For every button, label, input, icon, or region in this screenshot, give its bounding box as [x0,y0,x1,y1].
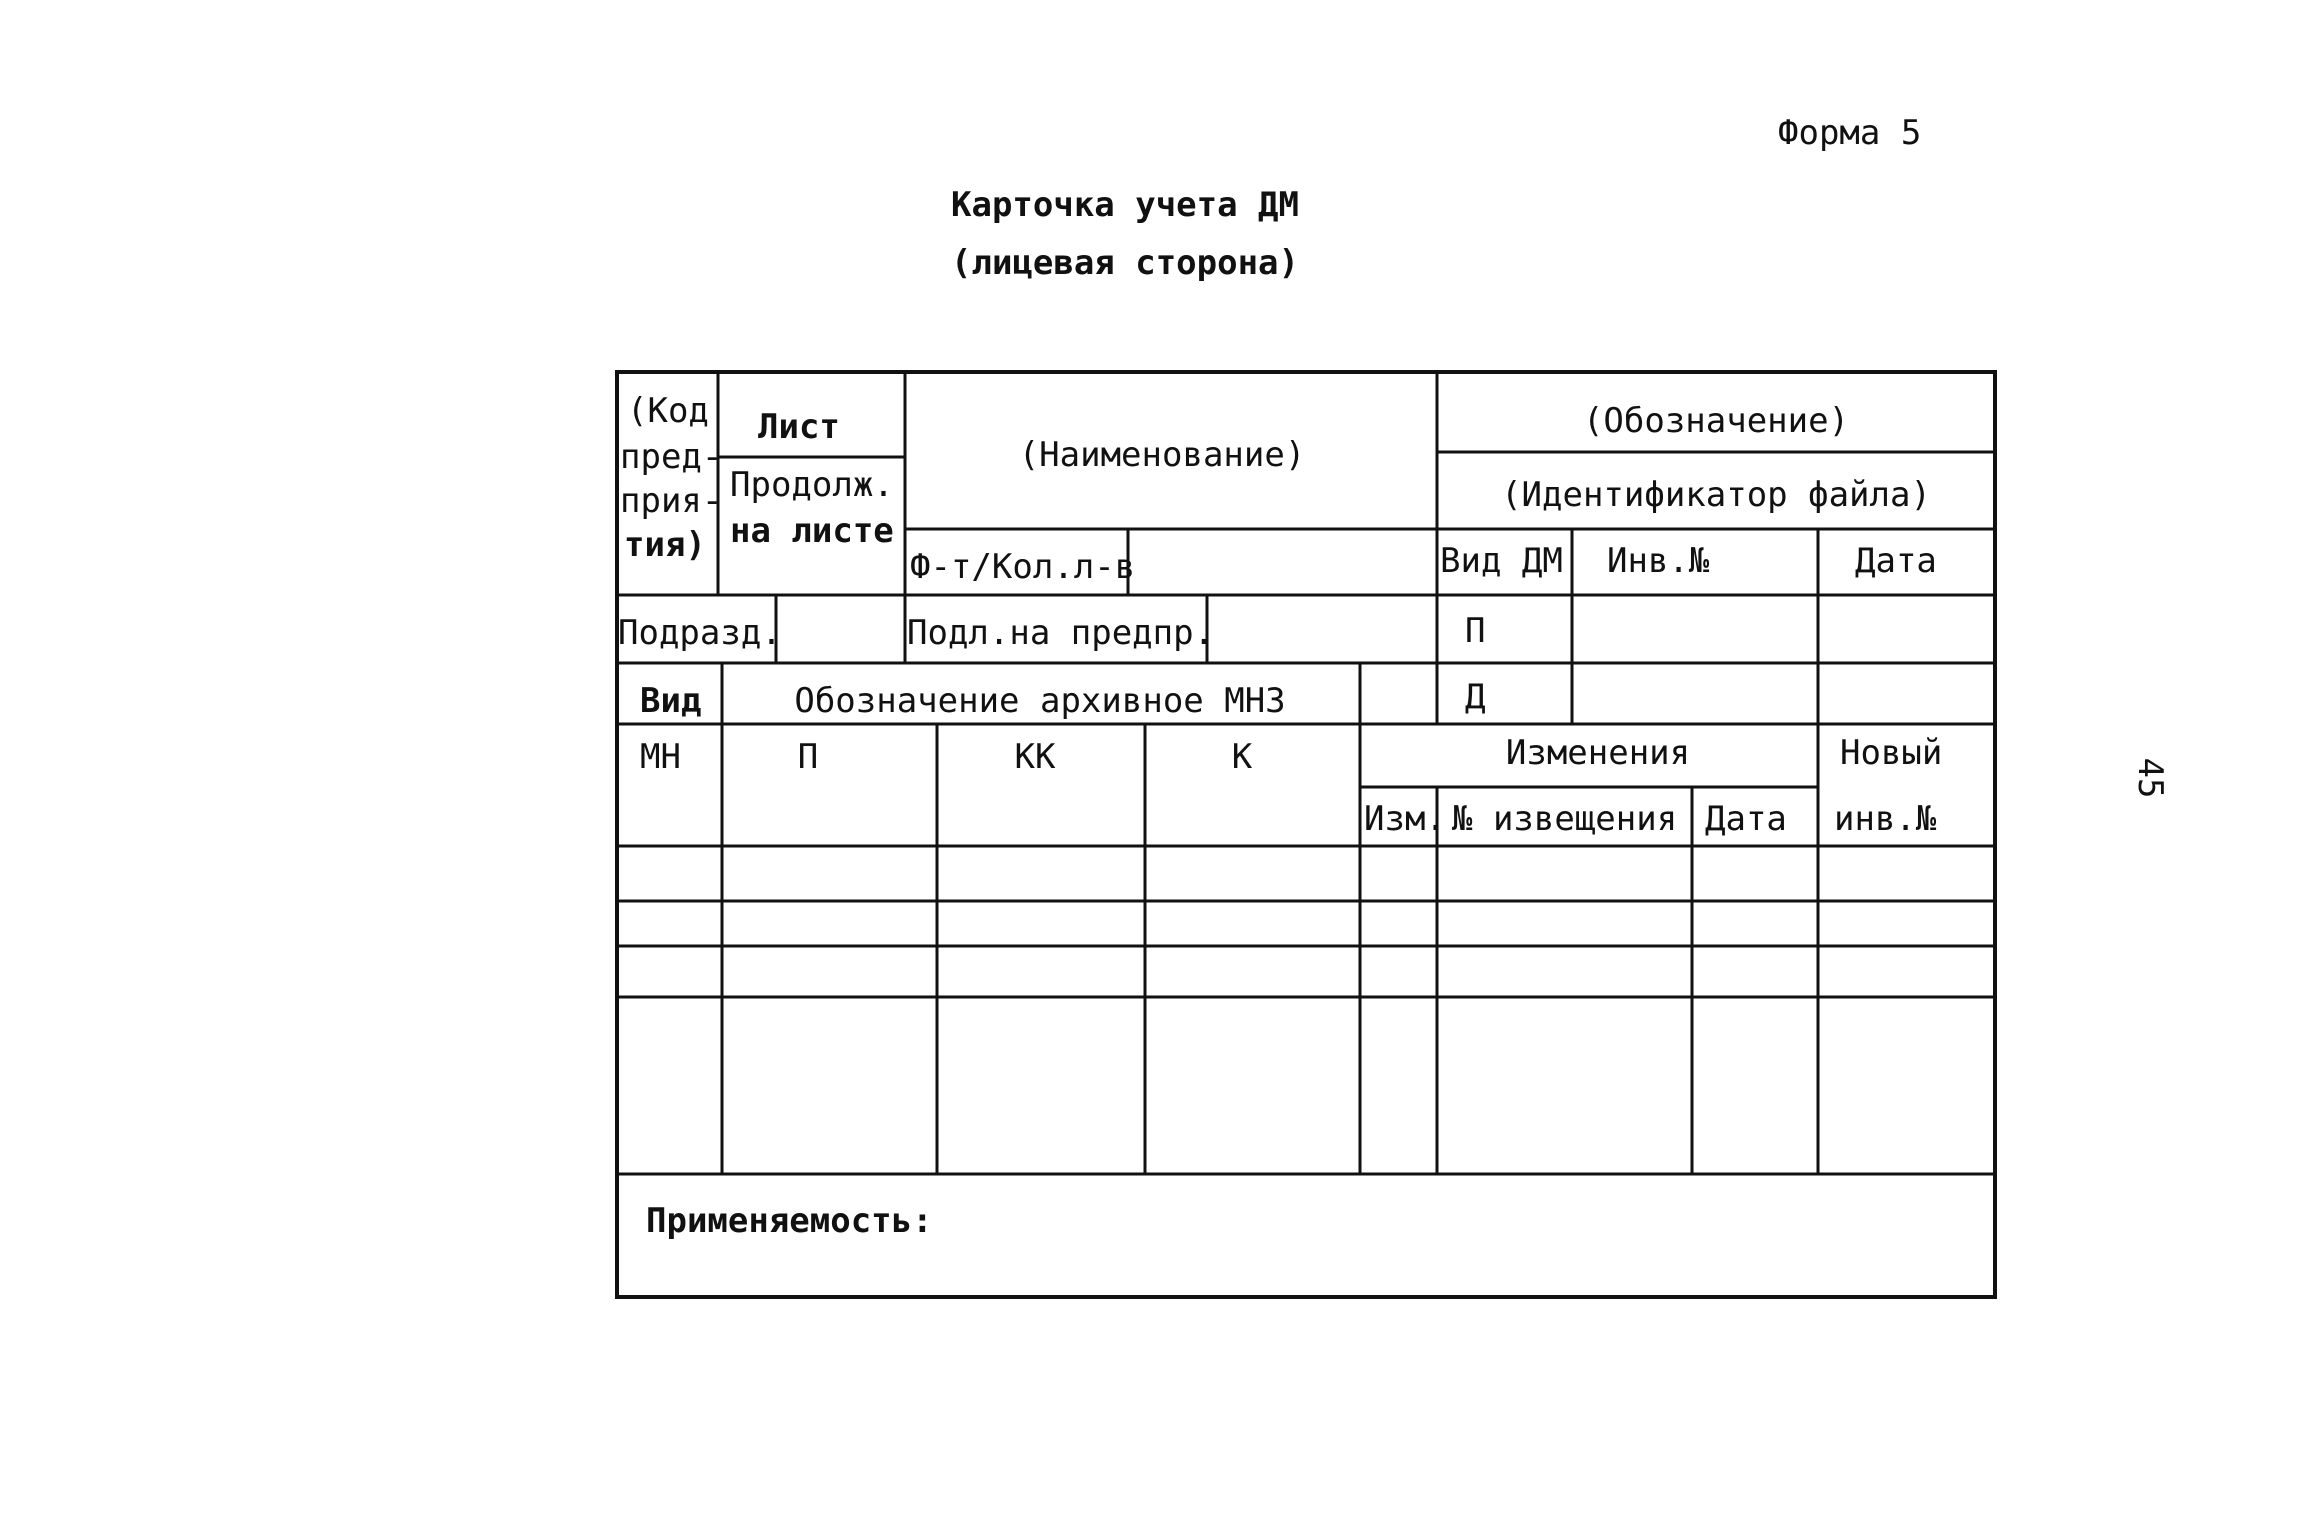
col-p-label: П [797,737,819,777]
card-title: Карточка учета ДМ [951,185,1299,225]
org-code-line-2: пред- [620,437,723,477]
archive-designation-label: Обозначение архивное МНЗ [794,681,1286,721]
sheet-label: Лист [758,407,840,447]
continued-label-line-2: на листе [730,511,894,551]
original-at-enterprise-label: Подл.на предпр. [907,613,1215,653]
org-code-line-4: тия) [624,525,706,565]
row-d-label: Д [1465,677,1486,717]
change-no-label: Изм. [1364,799,1446,839]
continued-label-line-1: Продолж. [730,465,894,505]
doc-type-label: Вид ДМ [1440,541,1563,581]
card-subtitle: (лицевая сторона) [951,243,1299,283]
notice-no-label: № извещения [1452,799,1678,839]
file-id-label: (Идентификатор файла) [1501,475,1931,515]
form-label: Форма 5 [1778,113,1922,153]
applicability-label: Применяемость: [646,1201,933,1241]
col-k-label: К [1231,737,1253,777]
change-date-label: Дата [1705,799,1787,839]
page-number: 45 [2130,757,2170,799]
org-code-line-1: (Код [627,391,709,431]
date-label: Дата [1855,541,1937,581]
new-inv-label-line-1: Новый [1840,733,1943,773]
designation-label: (Обозначение) [1582,401,1850,441]
media-type-label-line-2: МН [640,737,681,777]
inv-no-label: Инв.№ [1607,541,1710,581]
new-inv-label-line-2: инв.№ [1834,799,1937,839]
format-sheets-label: Ф-т/Кол.л-в [910,547,1136,587]
changes-label: Изменения [1505,733,1691,773]
row-p-label: П [1465,611,1486,651]
col-kk-label: КК [1014,737,1056,777]
name-label: (Наименование) [1018,435,1306,475]
subdivision-label: Подразд. [618,613,782,653]
org-code-line-3: прия- [620,481,723,521]
media-type-label-line-1: Вид [640,681,702,721]
